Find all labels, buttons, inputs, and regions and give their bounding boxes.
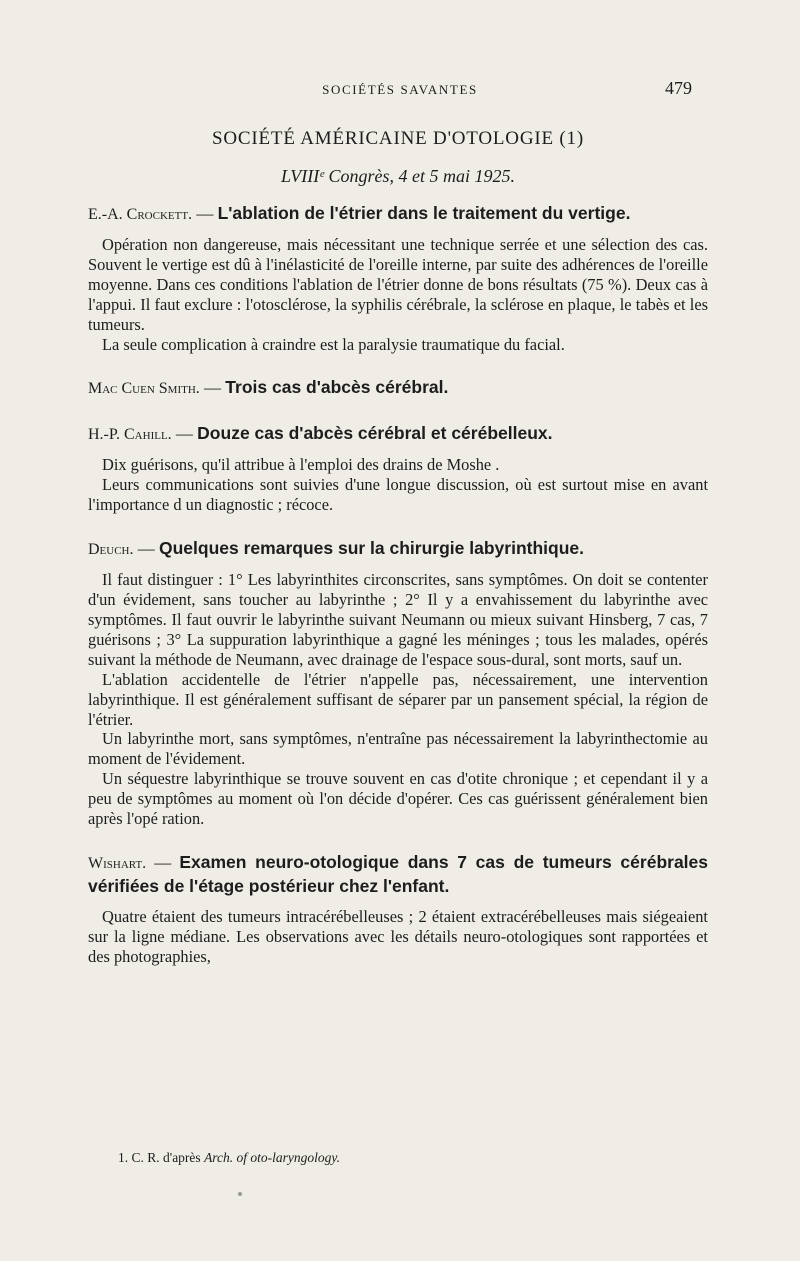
heading-dash: — — [199, 378, 226, 398]
author-name: Wishart. — [88, 854, 147, 872]
paragraph: Opération non dangereuse, mais nécessitant une technique serrée et une sélection des cas. Souvent le vertige est dû à l'inélasticité de l'oreille interne, par suite des adhérences de l'oreille moyenne. Dans ces conditions l'ablation de l'étrier donne de bons résultats (75 %). Deux cas à l'appui. Il faut exclure : l'otosclérose, la syphilis cérébrale, la sclérose en plaque, le tabès et les tumeurs. — [88, 235, 708, 334]
communication-entry — [88, 851, 708, 967]
entry-heading — [88, 851, 708, 898]
footnote-source: Arch. of oto-laryngology. — [204, 1150, 341, 1165]
article-body — [88, 120, 708, 967]
ink-speck — [238, 1192, 242, 1196]
heading-dash: — — [171, 424, 198, 444]
paragraph: La seule complication à craindre est la paralysie traumatique du facial. — [102, 334, 565, 354]
heading-dash: — — [133, 539, 159, 559]
communication-entry — [88, 422, 708, 515]
running-head: SOCIÉTÉS SAVANTES — [322, 82, 478, 97]
heading-dash: — — [146, 852, 180, 872]
paragraph: Un labyrinthe mort, sans symptômes, n'entraîne pas nécessairement la labyrinthectomie au moment de l'évidement. — [88, 729, 708, 769]
paragraph: L'ablation accidentelle de l'étrier n'appelle pas, nécessairement, une intervention labyrinthique. Il est généralement suffisant de séparer par un pansement spécial, la région de l'étrier. — [88, 669, 708, 729]
paragraph: Un séquestre labyrinthique se trouve souvent en cas d'otite chronique ; et cependant il y a peu de symptômes au moment où l'on décide d'opérer. Ces cas guérissent généralement bien après l'opé ration. — [88, 769, 708, 829]
communication-title: Douze cas d'abcès cérébral et cérébelleux. — [197, 423, 553, 444]
page-header — [0, 78, 800, 102]
paragraph: Leurs communications sont suivies d'une longue discussion, où est surtout mise en avant l'importance d un diagnostic ; récoce. — [88, 475, 708, 515]
paragraph: Quatre étaient des tumeurs intracérébelleuses ; 2 étaient extracérébelleuses mais siégeaient sur la ligne médiane. Les observations avec les détails neuro-otologiques sont rapportées et des photographies, — [88, 906, 708, 966]
footnote-prefix: C. R. d'après — [128, 1150, 205, 1165]
footnote — [118, 1150, 340, 1166]
entry-heading — [88, 422, 708, 446]
communication-entry — [88, 537, 708, 829]
congress-subtitle: LVIIIᵉ Congrès, 4 et 5 mai 1925. — [280, 166, 516, 186]
page-number: 479 — [665, 78, 692, 98]
communication-entry — [88, 202, 708, 354]
entry-heading — [88, 537, 708, 561]
entry-heading — [88, 376, 708, 400]
author-name: Mac Cuen Smith. — [88, 380, 200, 398]
paragraph: Il faut distinguer : 1° Les labyrinthites circonscrites, sans symptômes. On doit se contenter d'un évidement, sans toucher au labyrinthe ; 2° Il y a envahissement du labyrinthe avec symptômes. Il faut ouvrir le labyrinthe suivant Neumann ou mieux suivant Hinsberg, 7 cas, 7 guérisons ; 3° La suppuration labyrinthique a gagné les méninges ; tous les malades, opérés suivant la méthode de Neumann, avec drainage de l'espace sous-dural, sont morts, sauf un. — [88, 570, 708, 669]
communication-title: L'ablation de l'étrier dans le traitement du vertige. — [217, 203, 631, 223]
author-name: Deuch. — [88, 541, 134, 559]
communication-title: Trois cas d'abcès cérébral. — [225, 377, 449, 398]
author-name: H.-P. Cahill. — [88, 426, 172, 444]
communication-entry — [88, 376, 708, 400]
heading-dash: — — [192, 204, 218, 223]
footnote-number: 1. — [118, 1150, 129, 1165]
paragraph: Dix guérisons, qu'il attribue à l'emploi des drains de Moshe . — [102, 455, 500, 475]
author-name: E.-A. Crockett. — [88, 206, 193, 223]
society-title: SOCIÉTÉ AMÉRICAINE D'OTOLOGIE (1) — [212, 128, 584, 149]
entry-heading — [88, 202, 708, 226]
communication-title: Examen neuro-otologique dans 7 cas de tumeurs cérébrales vérifiées de l'étage postérieur chez l'enfant. — [88, 851, 709, 896]
communication-title: Quelques remarques sur la chirurgie labyrinthique. — [159, 538, 584, 559]
